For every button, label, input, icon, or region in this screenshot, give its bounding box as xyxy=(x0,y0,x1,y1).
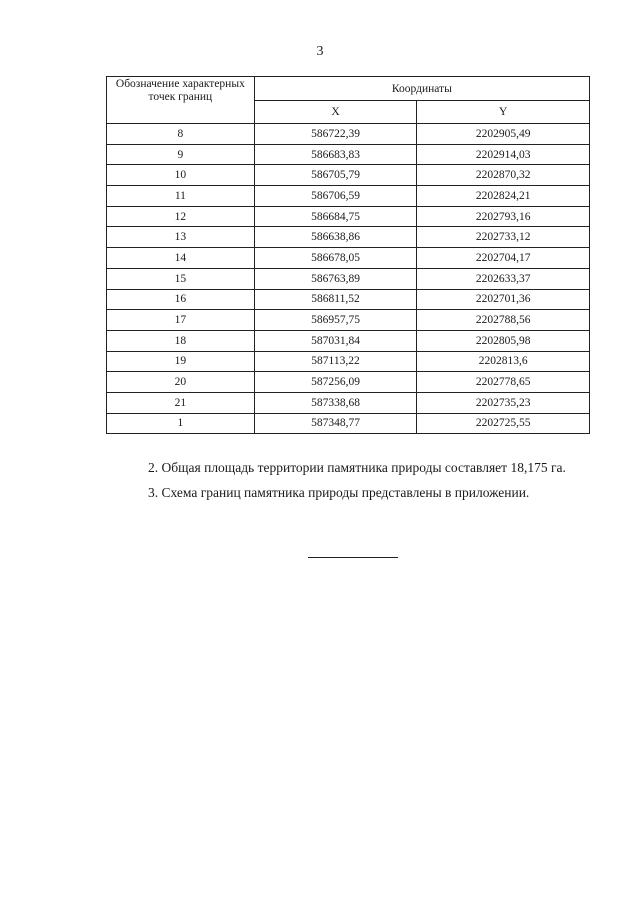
table-row xyxy=(107,124,590,145)
point-cell: 20 xyxy=(107,372,255,393)
table-row xyxy=(107,413,590,434)
table-row xyxy=(107,206,590,227)
table-row xyxy=(107,351,590,372)
x-cell: 586811,52 xyxy=(254,289,417,310)
note-area: 2. Общая площадь территории памятника природы составляет 18,175 га. xyxy=(148,460,566,475)
x-cell: 586678,05 xyxy=(254,248,417,269)
point-cell: 13 xyxy=(107,227,255,248)
page-number: 3 xyxy=(316,44,324,59)
table-row xyxy=(107,165,590,186)
y-cell: 2202788,56 xyxy=(417,310,590,331)
point-cell: 14 xyxy=(107,248,255,269)
table-body xyxy=(107,124,590,434)
point-cell: 10 xyxy=(107,165,255,186)
x-cell: 587113,22 xyxy=(254,351,417,372)
table-row xyxy=(107,289,590,310)
coordinates-table xyxy=(106,76,590,434)
x-cell: 586638,86 xyxy=(254,227,417,248)
table-row xyxy=(107,186,590,207)
table-row xyxy=(107,248,590,269)
point-cell: 19 xyxy=(107,351,255,372)
y-cell: 2202870,32 xyxy=(417,165,590,186)
point-cell: 21 xyxy=(107,392,255,413)
y-cell: 2202725,55 xyxy=(417,413,590,434)
table-row xyxy=(107,144,590,165)
x-cell: 587256,09 xyxy=(254,372,417,393)
x-cell: 586706,59 xyxy=(254,186,417,207)
x-cell: 587031,84 xyxy=(254,330,417,351)
y-cell: 2202793,16 xyxy=(417,206,590,227)
end-rule xyxy=(308,557,398,558)
point-cell: 9 xyxy=(107,144,255,165)
y-cell: 2202813,6 xyxy=(417,351,590,372)
x-cell: 587348,77 xyxy=(254,413,417,434)
x-cell: 587338,68 xyxy=(254,392,417,413)
point-cell: 18 xyxy=(107,330,255,351)
y-cell: 2202778,65 xyxy=(417,372,590,393)
y-cell: 2202805,98 xyxy=(417,330,590,351)
point-cell: 16 xyxy=(107,289,255,310)
y-cell: 2202704,17 xyxy=(417,248,590,269)
y-cell: 2202824,21 xyxy=(417,186,590,207)
y-cell: 2202905,49 xyxy=(417,124,590,145)
note-scheme: 3. Схема границ памятника природы представлены в приложении. xyxy=(148,485,530,500)
header-x: X xyxy=(254,101,417,124)
point-cell: 12 xyxy=(107,206,255,227)
y-cell: 2202735,23 xyxy=(417,392,590,413)
x-cell: 586705,79 xyxy=(254,165,417,186)
table-row xyxy=(107,372,590,393)
table-row xyxy=(107,330,590,351)
point-cell: 1 xyxy=(107,413,255,434)
x-cell: 586957,75 xyxy=(254,310,417,331)
point-cell: 8 xyxy=(107,124,255,145)
x-cell: 586722,39 xyxy=(254,124,417,145)
table-row xyxy=(107,310,590,331)
point-cell: 17 xyxy=(107,310,255,331)
table-row xyxy=(107,268,590,289)
point-cell: 15 xyxy=(107,268,255,289)
header-y: Y xyxy=(417,101,590,124)
table-row xyxy=(107,392,590,413)
x-cell: 586684,75 xyxy=(254,206,417,227)
y-cell: 2202701,36 xyxy=(417,289,590,310)
x-cell: 586683,83 xyxy=(254,144,417,165)
header-coordinates: Координаты xyxy=(254,77,589,101)
x-cell: 586763,89 xyxy=(254,268,417,289)
y-cell: 2202633,37 xyxy=(417,268,590,289)
table-row xyxy=(107,227,590,248)
y-cell: 2202733,12 xyxy=(417,227,590,248)
point-cell: 11 xyxy=(107,186,255,207)
header-point-designation: Обозначение характерных точек границ xyxy=(107,77,255,124)
y-cell: 2202914,03 xyxy=(417,144,590,165)
